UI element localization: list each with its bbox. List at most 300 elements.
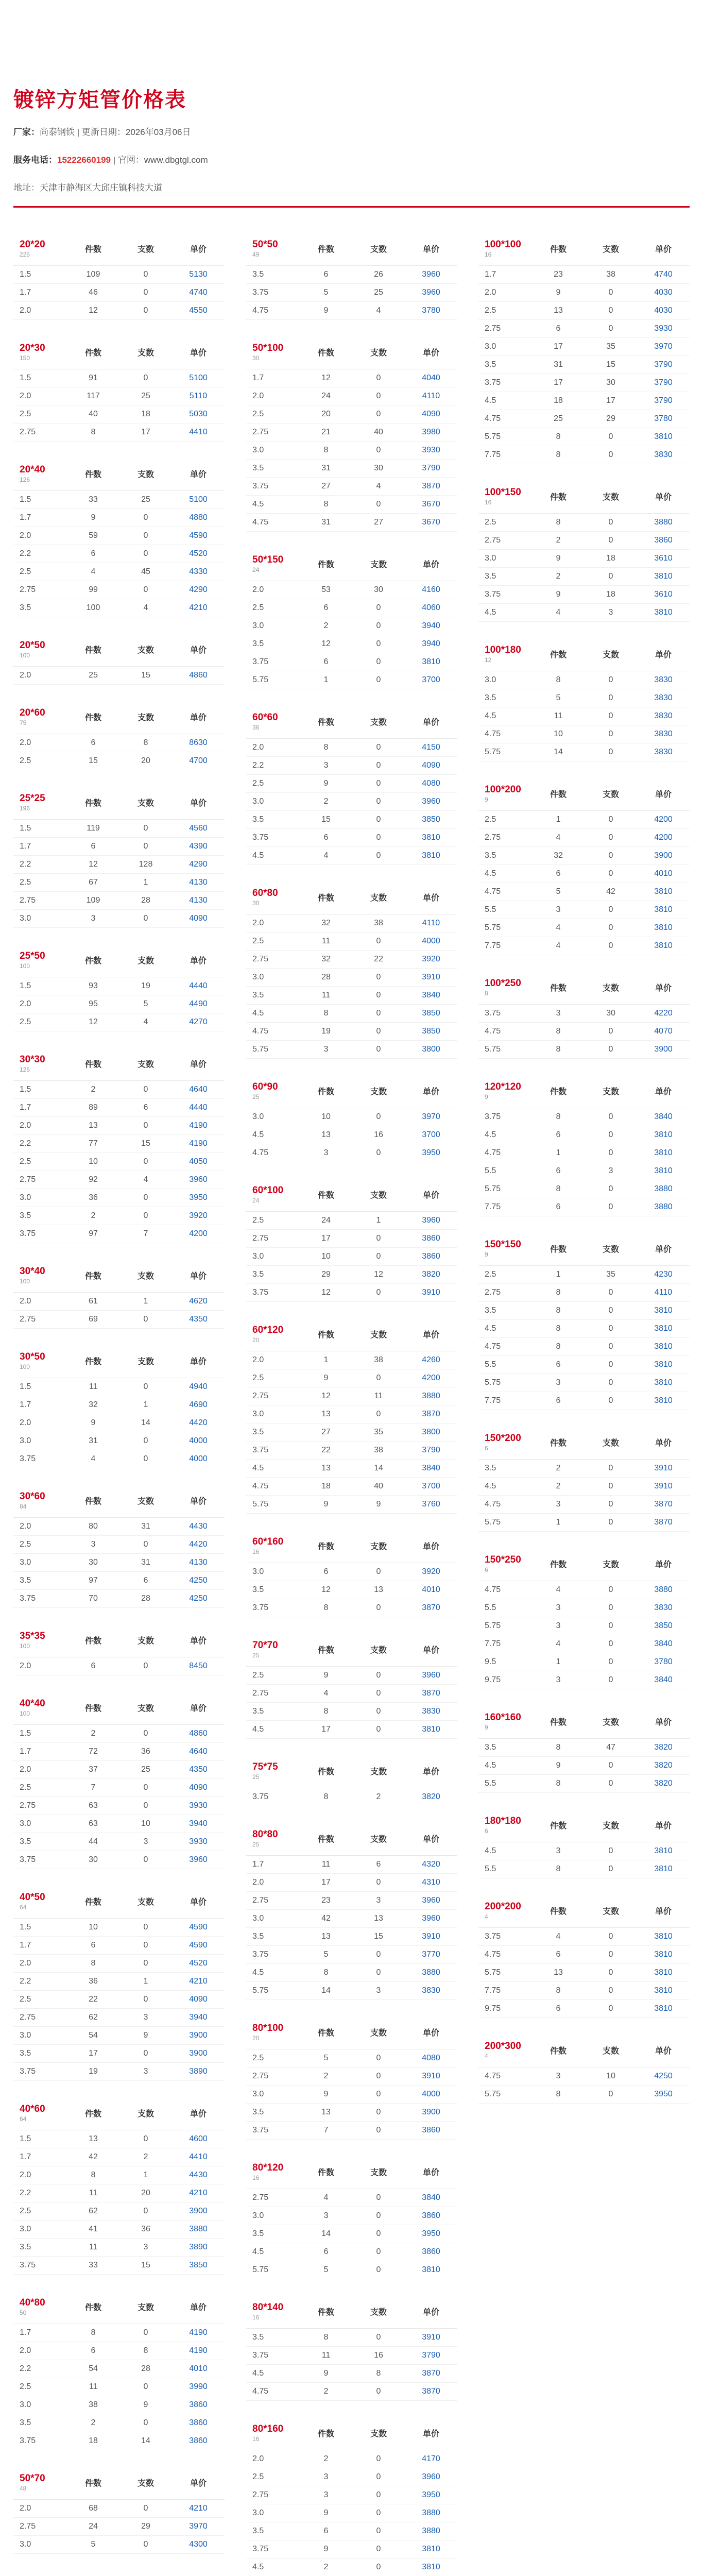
pieces-cell: 10 [321,1252,331,1261]
header-count: 支数 [370,2430,387,2438]
price-cell: 3910 [422,2333,440,2342]
thickness-cell: 1.7 [20,2328,31,2337]
price-cell: 3900 [654,851,673,860]
table-row [13,1554,225,1572]
spec-header [246,232,457,266]
table-row [478,725,690,743]
thickness-cell: 5.5 [485,1166,496,1175]
table-row [478,1860,690,1878]
thickness-cell: 1.7 [20,1400,31,1409]
thickness-cell: 1.7 [20,513,31,522]
hotline-label: 服务电话： [13,155,57,165]
pieces-cell: 32 [321,919,331,927]
header-price: 单价 [190,470,207,479]
spec-header [13,1885,225,1919]
header-price: 单价 [190,714,207,722]
spec-subcount: 8 [485,989,488,997]
table-row [13,977,225,995]
pieces-cell: 17 [321,1878,331,1887]
thickness-cell: 3.5 [252,1932,264,1941]
header-pieces: 件数 [550,984,567,993]
count-cell: 29 [141,2522,150,2531]
price-cell: 3840 [422,991,440,999]
table-row [246,1982,457,2000]
pieces-cell: 9 [323,1671,329,1680]
table-row [478,1041,690,1059]
thickness-cell: 1.7 [485,270,496,279]
pieces-cell: 8 [323,1968,329,1977]
count-cell: 0 [608,1464,613,1472]
thickness-cell: 4.5 [252,2247,264,2256]
price-cell: 4440 [189,981,208,990]
thickness-cell: 1.5 [20,981,31,990]
thickness-cell: 2.5 [252,1671,264,1680]
price-cell: 4130 [189,896,208,905]
pieces-cell: 14 [321,1986,331,1995]
price-cell: 3940 [422,639,440,648]
pieces-cell: 37 [89,1765,98,1774]
count-cell: 0 [143,1783,148,1792]
count-cell: 18 [606,590,615,599]
pieces-cell: 24 [321,1216,331,1225]
pieces-cell: 3 [323,1148,329,1157]
price-cell: 4420 [189,1540,208,1549]
table-row [478,2067,690,2086]
header-price: 单价 [655,651,672,659]
header-pieces: 件数 [550,245,567,254]
spec-table [13,1259,225,1329]
count-cell: 1 [143,2171,148,2179]
manufacturer-label: 厂家： [13,127,40,137]
header-pieces: 件数 [550,1907,567,1916]
thickness-cell: 3.5 [252,270,264,279]
update-date: 更新日期：2026年03月06日 [81,127,191,137]
header-pieces: 件数 [317,894,334,903]
spec-cell [246,1074,300,1108]
thickness-cell: 3.0 [20,1819,31,1828]
pieces-cell: 8 [91,428,96,436]
price-cell: 4440 [189,1103,208,1112]
thickness-cell: 3.5 [252,991,264,999]
price-cell: 3800 [422,1428,440,1436]
price-cell: 4110 [654,1288,673,1297]
count-cell: 0 [376,2527,381,2535]
pieces-cell: 99 [89,585,98,594]
price-cell: 3770 [422,1950,440,1959]
count-cell: 0 [376,851,381,860]
pieces-cell: 8 [323,2333,329,2342]
spec-size: 20*30 [20,342,45,353]
table-row [478,1775,690,1793]
table-row [13,2009,225,2027]
spec-header [246,1822,457,1856]
spec-cell [13,2290,67,2324]
spec-size: 200*300 [485,2040,521,2052]
price-cell: 4160 [422,585,440,594]
table-row [13,1833,225,1851]
pieces-cell: 93 [89,981,98,990]
header-count: 支数 [602,1439,619,1448]
spec-size: 20*60 [20,707,45,718]
address: 天津市静海区大邱庄镇科技大道 [40,183,162,193]
table-row [13,1919,225,1937]
count-cell: 0 [376,1968,381,1977]
pieces-cell: 42 [321,1914,331,1923]
header-count: 支数 [137,799,154,808]
thickness-cell: 5.75 [485,923,501,932]
pieces-cell: 4 [323,1689,329,1698]
price-cell: 4000 [189,1436,208,1445]
header-pieces: 件数 [550,790,567,799]
thickness-cell: 2.2 [20,1977,31,1986]
thickness-cell: 3.0 [20,914,31,923]
spec-table [13,2096,225,2275]
count-cell: 0 [376,991,381,999]
table-row [13,563,225,581]
thickness-cell: 3.0 [485,554,496,563]
header-pieces: 件数 [550,493,567,502]
pieces-cell: 63 [89,1819,98,1828]
thickness-cell: 2.0 [20,1959,31,1968]
pieces-cell: 8 [323,1792,329,1801]
count-cell: 0 [608,1482,613,1490]
table-row [13,2045,225,2063]
count-cell: 0 [376,779,381,788]
pieces-cell: 1 [323,675,329,684]
pieces-cell: 17 [554,378,563,387]
header-price: 单价 [190,2303,207,2312]
thickness-cell: 7.75 [485,1639,501,1648]
price-cell: 3930 [422,446,440,454]
thickness-cell: 2.5 [252,1216,264,1225]
pieces-cell: 46 [89,288,98,297]
pieces-cell: 11 [321,2351,331,2360]
thickness-cell: 4.75 [252,1482,269,1490]
pieces-cell: 40 [89,410,98,418]
header-price: 单价 [655,493,672,502]
header-pieces: 件数 [550,1561,567,1569]
spec-subcount: 30 [252,354,260,362]
table-row [13,1851,225,1869]
table-row [478,1126,690,1144]
thickness-cell: 3.5 [485,693,496,702]
pieces-cell: 3 [556,1378,561,1387]
price-cell: 3810 [422,2265,440,2274]
table-row [13,752,225,770]
count-cell: 0 [143,2207,148,2215]
spec-cell [13,1885,67,1918]
count-cell: 36 [141,1747,150,1756]
pieces-cell: 1 [556,1270,561,1279]
thickness-cell: 3.0 [252,1567,264,1576]
pieces-cell: 7 [323,2126,329,2134]
price-cell: 3810 [654,1306,673,1315]
spec-header [478,1705,690,1739]
table-row [13,284,225,302]
count-cell: 4 [143,1175,148,1184]
table-row [246,2329,457,2347]
pieces-cell: 77 [89,1139,98,1148]
table-row [13,1572,225,1590]
price-cell: 3920 [422,955,440,963]
table-row [478,937,690,955]
table-row [246,1405,457,1423]
spec-table [478,1426,690,1532]
thickness-cell: 1.7 [20,2153,31,2161]
thickness-cell: 4.75 [252,2387,269,2396]
header-count: 支数 [137,1637,154,1646]
price-cell: 4860 [189,1729,208,1738]
header-pieces: 件数 [84,1898,101,1907]
table-row [246,1563,457,1581]
count-cell: 0 [608,711,613,720]
pieces-cell: 6 [556,1202,561,1211]
header-pieces: 件数 [84,957,101,965]
table-row [13,1396,225,1414]
price-cell: 3980 [422,428,440,436]
pieces-cell: 11 [554,711,563,720]
pieces-cell: 19 [321,1027,331,1036]
price-cell: 4620 [189,1297,208,1306]
header-count: 支数 [370,1646,387,1655]
count-cell: 6 [143,1103,148,1112]
thickness-cell: 2.2 [20,2189,31,2197]
table-row [13,1013,225,1031]
spec-cell [246,1178,300,1211]
thickness-cell: 3.0 [252,1914,264,1923]
count-cell: 0 [143,1923,148,1931]
table-row [246,1126,457,1144]
count-cell: 0 [608,1518,613,1527]
count-cell: 0 [143,1157,148,1166]
price-cell: 4640 [189,1747,208,1756]
table-row [246,1703,457,1721]
hotline-number[interactable]: 15222660199 [57,155,111,165]
price-cell: 4880 [189,513,208,522]
table-row [13,1225,225,1243]
table-row [246,2067,457,2086]
spec-table [246,705,457,865]
table-row [478,532,690,550]
spec-cell [13,1691,67,1724]
pieces-cell: 59 [89,531,98,540]
thickness-cell: 3.75 [252,1603,269,1612]
thickness-cell: 4.5 [485,1761,496,1770]
count-cell: 0 [608,1130,613,1139]
spec-cell [13,2096,67,2130]
pieces-cell: 8 [556,518,561,527]
header-count: 支数 [602,245,619,254]
thickness-cell: 2.75 [252,2072,269,2080]
spec-table [13,1623,225,1675]
spec-cell [246,880,300,914]
count-cell: 2 [143,2153,148,2161]
count-cell: 38 [374,1446,383,1454]
count-cell: 25 [141,1765,150,1774]
spec-table [13,700,225,770]
price-cell: 3860 [422,2211,440,2220]
price-cell: 4200 [654,833,673,842]
count-cell: 0 [608,1761,613,1770]
header-pieces: 件数 [317,2168,334,2177]
pieces-cell: 8 [556,450,561,459]
spec-table [13,1484,225,1608]
header-count: 支数 [370,718,387,727]
count-cell: 0 [143,1085,148,1094]
thickness-cell: 2.0 [252,743,264,752]
count-cell: 0 [143,374,148,382]
spec-cell [478,1426,532,1459]
table-row [13,1311,225,1329]
price-cell: 3810 [654,923,673,932]
header-price: 单价 [422,349,439,358]
spec-cell [478,1547,532,1581]
table-row [478,919,690,937]
thickness-cell: 2.75 [20,585,36,594]
count-cell: 3 [608,1166,613,1175]
spec-header [13,700,225,734]
thickness-cell: 2.75 [20,428,36,436]
table-row [246,775,457,793]
spec-header [246,1633,457,1667]
pieces-cell: 18 [321,1482,331,1490]
header-count: 支数 [370,1191,387,1200]
thickness-cell: 3.5 [485,1464,496,1472]
count-cell: 8 [143,2346,148,2355]
price-cell: 3790 [422,1446,440,1454]
table-row [13,2432,225,2450]
table-row [246,423,457,442]
header-price: 单价 [190,1358,207,1366]
count-cell: 0 [376,2072,381,2080]
thickness-cell: 5.5 [485,1360,496,1369]
spec-size: 150*200 [485,1432,521,1444]
spec-cell [478,1074,532,1108]
thickness-cell: 2.0 [252,2454,264,2463]
table-row [478,883,690,901]
price-cell: 3810 [422,2563,440,2571]
count-cell: 5 [143,999,148,1008]
price-cell: 4590 [189,1923,208,1931]
header-price: 单价 [190,2110,207,2119]
header-divider [13,206,690,208]
spec-table [13,1691,225,1869]
pieces-cell: 12 [321,1392,331,1400]
count-cell: 15 [374,1932,383,1941]
table-row [13,734,225,752]
pieces-cell: 8 [556,2090,561,2098]
table-row [13,874,225,892]
pieces-cell: 24 [321,392,331,400]
count-cell: 13 [374,1585,383,1594]
count-cell: 0 [608,923,613,932]
pieces-cell: 15 [89,756,98,765]
price-cell: 4290 [189,585,208,594]
spec-subcount: 25 [252,1773,260,1781]
price-cell: 3810 [654,1148,673,1157]
table-row [246,2365,457,2383]
header-pieces: 件数 [550,1822,567,1831]
spec-table [246,880,457,1059]
price-cell: 3870 [422,1603,440,1612]
pieces-cell: 8 [323,446,329,454]
spec-table [246,2015,457,2140]
header-price: 单价 [422,2168,439,2177]
pieces-cell: 4 [556,1639,561,1648]
pieces-cell: 12 [321,1288,331,1297]
header-count: 支数 [370,2308,387,2317]
price-cell: 3810 [654,1342,673,1351]
header-pieces: 件数 [317,245,334,254]
price-cell: 3810 [654,887,673,896]
pieces-cell: 6 [323,270,329,279]
header-count: 支数 [370,2168,387,2177]
pieces-cell: 1 [556,1657,561,1666]
thickness-cell: 2.5 [252,937,264,945]
thickness-cell: 4.5 [485,1482,496,1490]
price-cell: 3610 [654,554,673,563]
table-row [246,933,457,951]
table-row [246,2347,457,2365]
thickness-cell: 3.75 [252,1792,269,1801]
price-cell: 3850 [422,815,440,824]
price-cell: 3850 [422,1027,440,1036]
thickness-cell: 4.5 [485,869,496,878]
header-price: 单价 [190,1497,207,1506]
pieces-cell: 33 [89,495,98,504]
header-price: 单价 [422,1646,439,1655]
spec-table [246,547,457,689]
website[interactable]: | 官网：www.dbgtgl.com [111,155,208,165]
pieces-cell: 30 [89,1558,98,1567]
table-row [13,1189,225,1207]
thickness-cell: 3.75 [252,833,269,842]
thickness-cell: 3.75 [252,2351,269,2360]
pieces-cell: 2 [91,1211,96,1220]
count-cell: 0 [376,2108,381,2116]
price-cell: 4410 [189,2153,208,2161]
thickness-cell: 4.75 [485,2072,501,2080]
thickness-cell: 2.0 [20,2171,31,2179]
thickness-cell: 2.5 [20,567,31,576]
thickness-cell: 3.75 [20,2067,36,2076]
spec-size: 30*50 [20,1351,45,1362]
pieces-cell: 53 [321,585,331,594]
header-pieces: 件数 [317,1543,334,1551]
spec-table [478,1894,690,2018]
count-cell: 0 [608,450,613,459]
table-row [246,1892,457,1910]
header-count: 支数 [602,1907,619,1916]
spec-header [13,943,225,977]
table-row [13,1657,225,1675]
table-row [13,2184,225,2202]
pieces-cell: 6 [91,2346,96,2355]
spec-size: 70*70 [252,1639,278,1651]
spec-table [478,1074,690,1216]
price-cell: 4290 [189,860,208,869]
count-cell: 0 [143,1382,148,1391]
table-row [13,2414,225,2432]
header-count: 支数 [137,714,154,722]
spec-table [478,2033,690,2104]
table-row [478,320,690,338]
price-cell: 3830 [654,675,673,684]
price-cell: 3810 [654,1950,673,1959]
thickness-cell: 1.5 [20,495,31,504]
count-cell: 3 [376,1986,381,1995]
spec-cell [13,232,67,265]
